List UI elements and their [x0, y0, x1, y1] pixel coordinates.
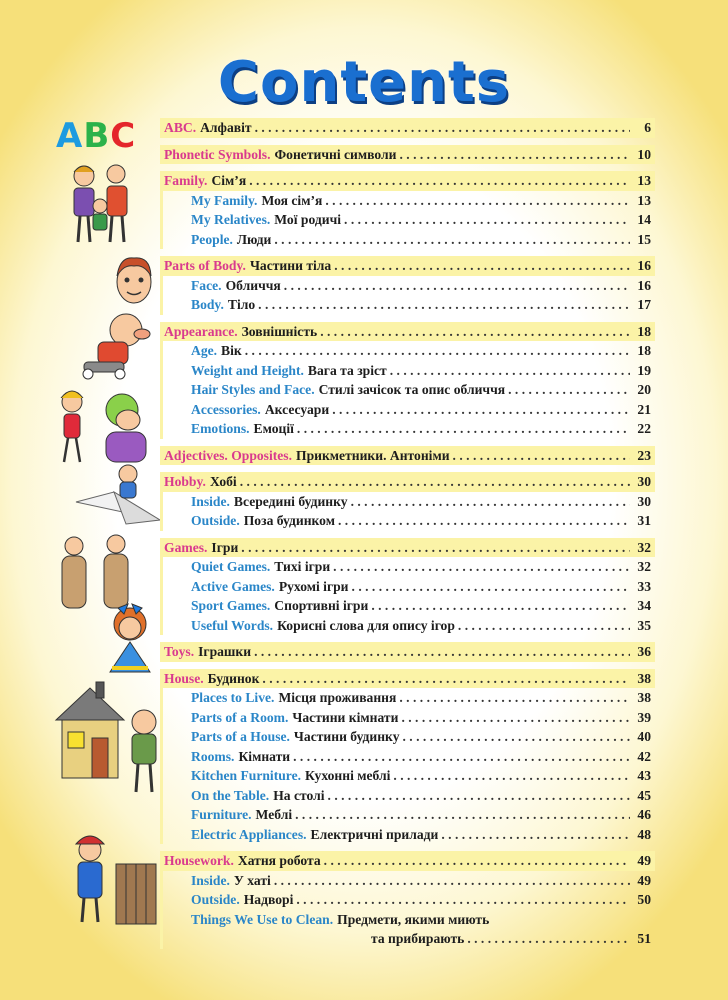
dot-leader [255, 118, 630, 138]
dot-leader [403, 727, 631, 747]
toc-subsection-row[interactable] [163, 890, 655, 910]
abc-logo-b: B [83, 116, 111, 156]
section-title-ua: Ігри [211, 539, 239, 555]
subsection-page-number: 34 [637, 598, 651, 613]
dot-leader [320, 322, 630, 342]
dot-leader [274, 230, 630, 250]
toc-section-row[interactable] [160, 256, 655, 276]
subsection-title-ua: Аксесуари [264, 401, 330, 417]
toc-section [160, 118, 655, 138]
dot-leader [240, 472, 630, 492]
subsection-title-ua: Обличчя [225, 277, 281, 293]
dot-leader [262, 669, 630, 689]
subsection-page-number: 21 [637, 401, 651, 417]
dot-leader [352, 577, 630, 597]
subsection-title-ua: Вік [221, 343, 242, 358]
subsection-title-en: On the Table. [191, 787, 270, 803]
toc-subsection-row[interactable] [163, 708, 655, 728]
subsection-title-en: Active Games. [191, 578, 275, 594]
subsection-page-number: 45 [637, 787, 651, 803]
toc-section [160, 851, 655, 949]
subsection-title-en: Face. [191, 277, 222, 293]
dot-leader [371, 596, 630, 616]
section-page-number: 10 [637, 146, 651, 162]
subsection-title-ua: Кімнати [238, 748, 291, 764]
section-page-number: 16 [637, 258, 651, 273]
toc-section-row[interactable] [160, 171, 655, 191]
subsection-title-ua: Всередині будинку [233, 493, 348, 509]
subsection-title-ua: Тіло [227, 297, 256, 312]
dot-leader [293, 747, 630, 767]
section-page-number: 18 [637, 323, 651, 339]
subsection-title-en: Hair Styles and Face. [191, 382, 315, 397]
toc-section-row[interactable] [160, 538, 655, 558]
toc-subsection-row[interactable] [163, 380, 655, 400]
subsection-title-en: Emotions. [191, 421, 250, 436]
subsection-title-ua: Мої родичі [274, 212, 342, 227]
subsection-page-number: 50 [637, 892, 651, 907]
subsection-title-en: Electric Appliances. [191, 826, 307, 842]
section-title-ua: Будинок [207, 670, 260, 686]
subsection-title-ua: Люди [236, 231, 272, 247]
subsection-title-ua: Кухонні меблі [305, 768, 391, 783]
toc-section-row[interactable] [160, 851, 655, 871]
dot-leader [245, 341, 630, 361]
subsection-title-ua: Спортивні ігри [274, 598, 369, 613]
subsection-list [160, 557, 655, 635]
subsection-title-en: Accessories. [191, 401, 261, 417]
subsection-title-en: Weight and Height. [191, 362, 304, 378]
section-title-en: Appearance. [164, 323, 238, 339]
subsection-title-en: Age. [191, 343, 218, 358]
subsection-title-ua: Стилі зачісок та опис обличчя [318, 382, 506, 397]
subsection-page-number: 17 [637, 297, 651, 312]
section-title-en: Games. [164, 539, 208, 555]
table-of-contents [160, 118, 655, 956]
toc-subsection-row[interactable] [163, 805, 655, 825]
toc-subsection-row[interactable] [163, 419, 655, 439]
subsection-page-number: 43 [637, 768, 651, 783]
subsection-title-en: My Family. [191, 192, 258, 208]
dot-leader [441, 825, 630, 845]
subsection-list [160, 688, 655, 844]
subsection-title-ua: Частини будинку [293, 729, 400, 744]
dot-leader [467, 929, 630, 949]
section-title-en: Housework. [164, 853, 234, 868]
doll-illustration-icon [100, 602, 160, 680]
subsection-page-number: 48 [637, 826, 651, 842]
dot-leader [344, 210, 630, 230]
toc-subsection-row[interactable] [163, 596, 655, 616]
toc-section-row[interactable] [160, 669, 655, 689]
subsection-title-ua: Корисні слова для опису ігор [277, 617, 455, 633]
toc-subsection-row[interactable] [163, 400, 655, 420]
subsection-list [160, 276, 655, 315]
subsection-page-number: 33 [637, 578, 651, 594]
subsection-page-number: 40 [637, 729, 651, 744]
toc-section-row[interactable] [160, 118, 655, 138]
dot-leader [508, 380, 630, 400]
toc-subsection-row[interactable] [163, 557, 655, 577]
subsection-title-en: Parts of a Room. [191, 709, 289, 725]
section-title-en: Adjectives. Opposites. [164, 447, 292, 463]
subsection-title-ua: Емоції [253, 421, 294, 436]
subsection-page-number: 46 [637, 807, 651, 822]
dot-leader [351, 492, 630, 512]
subsection-title-en: Quiet Games. [191, 559, 271, 574]
section-page-number: 38 [637, 670, 651, 686]
subsection-title-ua: Місця проживання [278, 690, 397, 705]
toc-subsection-row[interactable] [163, 786, 655, 806]
section-page-number: 32 [637, 539, 651, 555]
section-title-ua: Хобі [209, 474, 237, 489]
dot-leader [258, 295, 630, 315]
dot-leader [399, 145, 630, 165]
subsection-page-number: 31 [637, 513, 651, 528]
section-page-number: 13 [637, 173, 651, 188]
toc-section-row[interactable] [160, 322, 655, 342]
section-page-number: 6 [644, 120, 651, 135]
section-title-en: Toys. [164, 644, 195, 659]
dot-leader [241, 538, 630, 558]
section-title-ua: Фонетичні символи [274, 146, 397, 162]
toc-section [160, 642, 655, 662]
subsection-title-ua: Надворі [243, 892, 294, 907]
subsection-title-en: Parts of a House. [191, 729, 290, 744]
section-title-en: Hobby. [164, 474, 206, 489]
section-title-ua: Сім’я [211, 173, 247, 188]
dot-leader [324, 851, 630, 871]
subsection-page-number: 13 [637, 192, 651, 208]
subsection-title-en: Rooms. [191, 748, 235, 764]
subsection-page-number: 39 [637, 709, 651, 725]
subsection-title-en: Places to Live. [191, 690, 275, 705]
dot-leader [274, 871, 630, 891]
subsection-page-number: 42 [637, 748, 651, 764]
subsection-page-number: 18 [637, 343, 651, 358]
toc-subsection-row[interactable] [163, 910, 655, 930]
old-man-illustration-icon [74, 308, 158, 380]
subsection-page-number: 15 [637, 231, 651, 247]
section-title-ua: Зовнішність [241, 323, 318, 339]
subsection-list [160, 871, 655, 949]
dot-leader [325, 191, 630, 211]
subsection-title-en: People. [191, 231, 233, 247]
dot-leader [284, 276, 630, 296]
section-title-en: House. [164, 670, 204, 686]
abc-logo-c: C [110, 116, 137, 156]
dot-leader [297, 419, 630, 439]
subsection-title-en: Inside. [191, 872, 230, 888]
subsection-page-number: 14 [637, 212, 651, 227]
subsection-list [160, 341, 655, 439]
family-illustration-icon [60, 162, 142, 246]
toc-subsection-row[interactable] [163, 492, 655, 512]
page-title: Contents [217, 50, 511, 115]
subsection-title-ua: Предмети, якими миють [337, 911, 490, 927]
subsection-list [160, 191, 655, 250]
toc-section [160, 145, 655, 165]
dot-leader [249, 171, 630, 191]
toc-subsection-row[interactable] [163, 276, 655, 296]
toc-section [160, 669, 655, 845]
dot-leader [254, 642, 630, 662]
toc-section [160, 472, 655, 531]
toc-subsection-row[interactable] [163, 766, 655, 786]
subsection-title-ua: Вага та зріст [307, 362, 387, 378]
face-illustration-icon [110, 254, 158, 310]
toc-subsection-row[interactable] [163, 210, 655, 230]
subsection-title-en: Outside. [191, 892, 240, 907]
subsection-list [160, 492, 655, 531]
section-title-en: ABC. [164, 120, 197, 135]
subsection-title-en: Furniture. [191, 807, 252, 822]
subsection-title-ua-continued: та прибирають [371, 931, 465, 946]
dot-leader [453, 446, 630, 466]
abc-logo [56, 116, 136, 156]
toc-subsection-row[interactable] [163, 825, 655, 845]
girls-illustration-icon [52, 386, 162, 466]
section-title-ua: Іграшки [198, 644, 252, 659]
section-title-en: Phonetic Symbols. [164, 146, 271, 162]
toc-section-row[interactable] [160, 642, 655, 662]
dot-leader [296, 890, 630, 910]
toc-section [160, 446, 655, 466]
subsection-page-number: 32 [637, 559, 651, 574]
toc-subsection-row[interactable] [163, 747, 655, 767]
house-illustration-icon [52, 680, 168, 798]
section-title-ua: Алфавіт [200, 120, 252, 135]
section-page-number: 49 [637, 853, 651, 868]
toc-subsection-continuation [163, 929, 655, 949]
subsection-title-ua: Моя сім’я [261, 192, 323, 208]
section-page-number: 30 [637, 474, 651, 489]
subsection-title-en: Things We Use to Clean. [191, 911, 334, 927]
section-page-number: 23 [637, 447, 651, 463]
dot-leader [338, 511, 630, 531]
toc-section [160, 322, 655, 439]
toc-section [160, 256, 655, 315]
dot-leader [332, 400, 630, 420]
toc-subsection-row[interactable] [163, 511, 655, 531]
dot-leader [393, 766, 630, 786]
subsection-title-ua: Рухомі ігри [278, 578, 349, 594]
section-title-ua: Прикметники. Антоніми [296, 447, 450, 463]
subsection-title-ua: Тихі ігри [274, 559, 331, 574]
subsection-page-number: 38 [637, 690, 651, 705]
toc-section-row[interactable] [160, 472, 655, 492]
dot-leader [401, 708, 630, 728]
dot-leader [334, 256, 630, 276]
subsection-title-en: Outside. [191, 513, 240, 528]
subsection-title-ua: Меблі [255, 807, 293, 822]
subsection-page-number: 35 [637, 617, 651, 633]
toc-subsection-row[interactable] [163, 361, 655, 381]
subsection-title-en: Sport Games. [191, 598, 271, 613]
section-page-number: 36 [637, 644, 651, 659]
section-title-ua: Частини тіла [249, 258, 332, 273]
toc-subsection-row[interactable] [163, 341, 655, 361]
dot-leader [328, 786, 630, 806]
toc-section [160, 171, 655, 249]
dot-leader [399, 688, 630, 708]
section-title-ua: Хатня робота [237, 853, 321, 868]
subsection-title-en: Inside. [191, 493, 230, 509]
subsection-title-ua: Частини кімнати [292, 709, 399, 725]
toc-subsection-row[interactable] [163, 727, 655, 747]
dot-leader [458, 616, 630, 636]
subsection-title-ua: Електричні прилади [310, 826, 439, 842]
toc-subsection-row[interactable] [163, 616, 655, 636]
dot-leader [295, 805, 630, 825]
toc-subsection-row[interactable] [163, 295, 655, 315]
toc-subsection-row[interactable] [163, 191, 655, 211]
subsection-title-en: Kitchen Furniture. [191, 768, 302, 783]
sack-race-illustration-icon [54, 532, 140, 612]
abc-logo-a: A [56, 116, 84, 156]
subsection-title-en: Useful Words. [191, 617, 274, 633]
subsection-page-number: 16 [637, 277, 651, 293]
subsection-page-number: 22 [637, 421, 651, 436]
paper-plane-illustration-icon [74, 462, 164, 526]
subsection-title-en: My Relatives. [191, 212, 271, 227]
subsection-page-number: 49 [637, 872, 651, 888]
subsection-page-number: 20 [637, 382, 651, 397]
section-title-en: Family. [164, 173, 208, 188]
toc-section-row[interactable] [160, 446, 655, 466]
subsection-title-ua: На столі [273, 787, 325, 803]
section-title-en: Parts of Body. [164, 258, 246, 273]
toc-subsection-row[interactable] [163, 688, 655, 708]
dot-leader [333, 557, 630, 577]
subsection-page-number: 19 [637, 362, 651, 378]
subsection-title-ua: У хаті [233, 872, 271, 888]
toc-subsection-row[interactable] [163, 230, 655, 250]
toc-section-row[interactable] [160, 145, 655, 165]
toc-subsection-row[interactable] [163, 871, 655, 891]
subsection-page-number: 30 [637, 493, 651, 509]
subsection-title-en: Body. [191, 297, 224, 312]
subsection-page-number: 51 [637, 931, 651, 946]
subsection-title-ua: Поза будинком [243, 513, 335, 528]
dot-leader [390, 361, 630, 381]
toc-section [160, 538, 655, 636]
housework-illustration-icon [60, 830, 160, 926]
toc-subsection-row[interactable] [163, 577, 655, 597]
